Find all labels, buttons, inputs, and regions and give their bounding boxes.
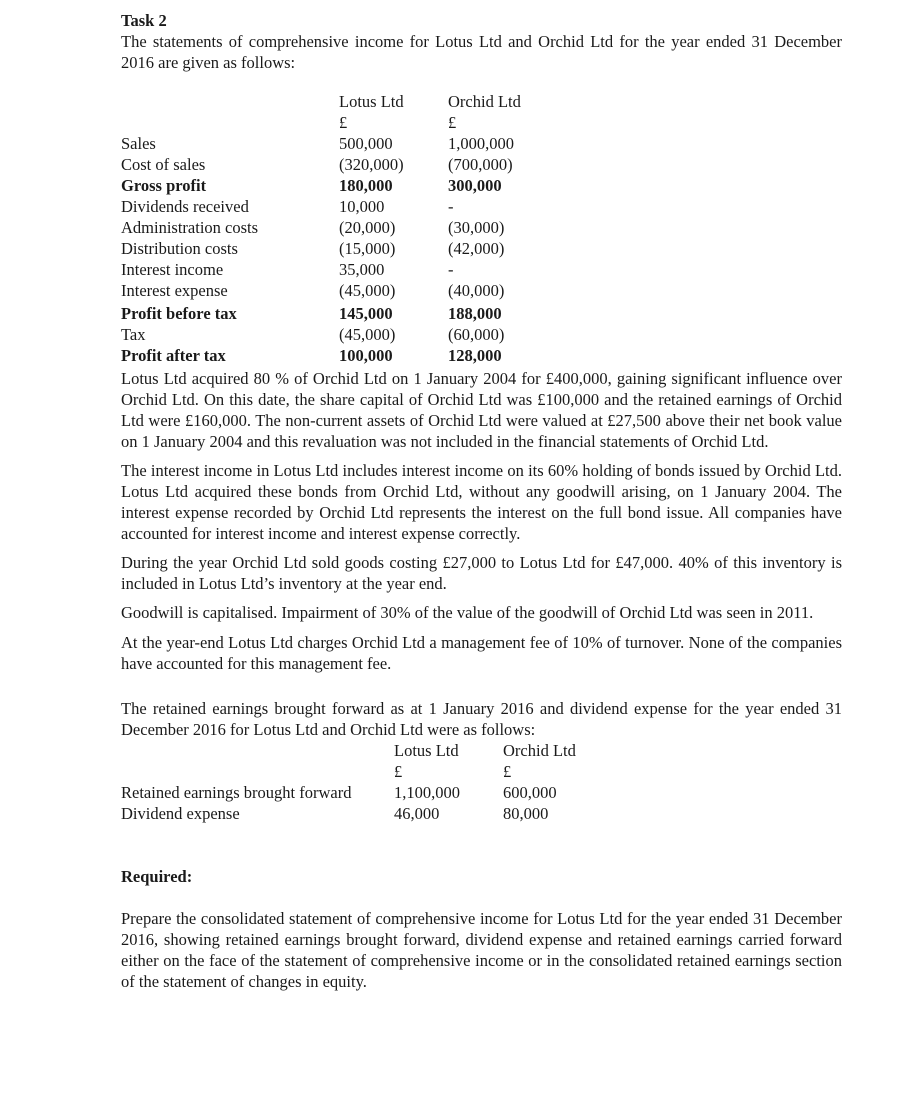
currency-row [121, 761, 623, 782]
lotus-value: 100,000 [339, 346, 393, 365]
column-header-lotus: Lotus Ltd [339, 92, 404, 111]
row-label: Dividend expense [121, 804, 240, 823]
table-row [121, 154, 568, 175]
row-label: Retained earnings brought forward [121, 783, 352, 802]
currency-row [121, 112, 568, 133]
currency-lotus: £ [394, 762, 403, 781]
required-paragraph: Prepare the consolidated statement of comprehensive income for Lotus Ltd for the year ended 31 December 2016, showing retained earnings brought forward, dividend expense and retained earnings carried forward either on the face of the statement of comprehensive income or in the consolidated retained earnings section of the statement of changes in equity. [121, 909, 842, 991]
lotus-value: 10,000 [339, 197, 385, 216]
inventory-paragraph: During the year Orchid Ltd sold goods costing £27,000 to Lotus Ltd for £47,000. 40% of this inventory is included in Lotus Ltd’s inventory at the year end. [121, 553, 842, 593]
table-row [121, 259, 568, 280]
orchid-value: (40,000) [448, 281, 505, 300]
orchid-value: (30,000) [448, 218, 505, 237]
lotus-value: 180,000 [339, 176, 393, 195]
lotus-value: (45,000) [339, 281, 396, 300]
row-label: Sales [121, 134, 156, 153]
table-row [121, 301, 568, 324]
lotus-value: 500,000 [339, 134, 393, 153]
currency-orchid: £ [503, 762, 512, 781]
table-row [121, 133, 568, 154]
row-label: Interest expense [121, 281, 228, 300]
currency-orchid: £ [448, 113, 457, 132]
table-row [121, 803, 623, 824]
row-label: Dividends received [121, 197, 249, 216]
row-label: Tax [121, 325, 146, 344]
orchid-value: 188,000 [448, 304, 502, 323]
required-heading: Required: [121, 867, 193, 886]
table-row [121, 217, 568, 238]
lotus-value: 46,000 [394, 804, 440, 823]
row-label: Interest income [121, 260, 224, 279]
acquisition-paragraph: Lotus Ltd acquired 80 % of Orchid Ltd on 1 January 2004 for £400,000, gaining significant influence over Orchid Ltd. On this date, the share capital of Orchid Ltd was £100,000 and the retained earnings of Orchid Ltd were £160,000. The non-current assets of Orchid Ltd were valued at £27,500 above their net book value on 1 January 2004 and this revaluation was not included in the financial statements of Orchid Ltd. [121, 369, 842, 451]
task-title: Task 2 [121, 11, 167, 30]
column-header-orchid: Orchid Ltd [448, 92, 521, 111]
row-label: Gross profit [121, 176, 207, 195]
lotus-value: (20,000) [339, 218, 396, 237]
column-header-lotus: Lotus Ltd [394, 741, 459, 760]
management-fee-paragraph: At the year-end Lotus Ltd charges Orchid Ltd a management fee of 10% of turnover. None of the companies have accounted for this management fee. [121, 633, 842, 673]
orchid-value: 1,000,000 [448, 134, 514, 153]
orchid-value: 300,000 [448, 176, 502, 195]
orchid-value: (42,000) [448, 239, 505, 258]
lotus-value: 145,000 [339, 304, 393, 323]
row-label: Cost of sales [121, 155, 206, 174]
lotus-value: (45,000) [339, 325, 396, 344]
currency-lotus: £ [339, 113, 348, 132]
row-label: Administration costs [121, 218, 259, 237]
table-row [121, 324, 568, 345]
income-statement-table [121, 91, 568, 366]
orchid-value: 80,000 [503, 804, 549, 823]
intro-paragraph: The statements of comprehensive income for Lotus Ltd and Orchid Ltd for the year ended 31 December 2016 are given as follows: [121, 32, 842, 72]
orchid-value: (700,000) [448, 155, 513, 174]
lotus-value: (320,000) [339, 155, 404, 174]
lotus-value: 1,100,000 [394, 783, 460, 802]
table-header-row [121, 91, 568, 112]
table-header-row [121, 740, 623, 761]
retained-earnings-table [121, 740, 623, 824]
goodwill-paragraph: Goodwill is capitalised. Impairment of 30% of the value of the goodwill of Orchid Ltd was seen in 2011. [121, 603, 814, 622]
orchid-value: 600,000 [503, 783, 557, 802]
orchid-value: - [448, 260, 454, 279]
lotus-value: (15,000) [339, 239, 396, 258]
table-row [121, 175, 568, 196]
orchid-value: - [448, 197, 454, 216]
lotus-value: 35,000 [339, 260, 385, 279]
table-row [121, 280, 568, 301]
column-header-orchid: Orchid Ltd [503, 741, 576, 760]
document-page [121, 10, 842, 992]
table-row [121, 238, 568, 259]
row-label: Distribution costs [121, 239, 238, 258]
orchid-value: (60,000) [448, 325, 505, 344]
row-label: Profit before tax [121, 304, 237, 323]
table-row [121, 782, 623, 803]
row-label: Profit after tax [121, 346, 226, 365]
orchid-value: 128,000 [448, 346, 502, 365]
table-row [121, 345, 568, 366]
bonds-paragraph: The interest income in Lotus Ltd includes interest income on its 60% holding of bonds issued by Orchid Ltd. Lotus Ltd acquired these bonds from Orchid Ltd, without any goodwill arising, on 1 January 2004. The interest expense recorded by Orchid Ltd represents the interest on the full bond issue. All companies have accounted for interest income and interest expense correctly. [121, 461, 842, 543]
table-row [121, 196, 568, 217]
retained-earnings-intro: The retained earnings brought forward as at 1 January 2016 and dividend expense for the year ended 31 December 2016 for Lotus Ltd and Orchid Ltd were as follows: [121, 699, 842, 739]
